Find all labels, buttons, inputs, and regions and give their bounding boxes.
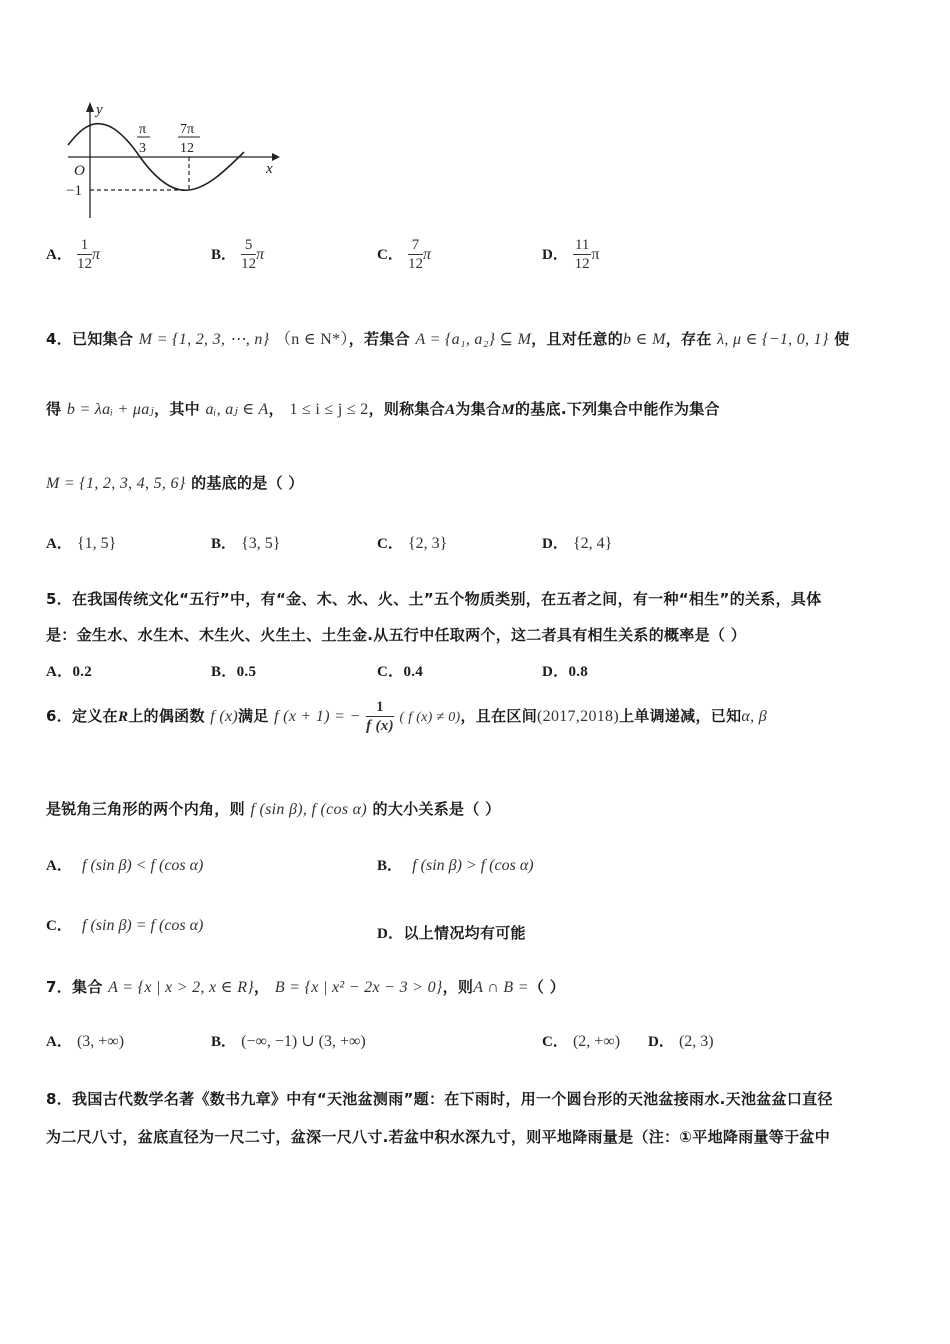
q6-line2: 是锐角三角形的两个内角，则 f (sin β), f (cos α) 的大小关系是（ ） — [46, 800, 501, 818]
q7-option-a: A． (3, +∞) — [46, 1033, 125, 1050]
q8-line1: 8．我国古代数学名著《数书九章》中有“天池盆测雨”题：在下雨时，用一个圆台形的天池盆接雨水.天池盆盆口直径 — [46, 1090, 833, 1108]
q3-option-b: B． $\frac{5}{12}$ π — [211, 237, 265, 272]
q5-option-c: C．0.4 — [377, 664, 424, 680]
q7-option-d: D． (2, 3) — [648, 1033, 714, 1050]
q5-line2: 是：金生水、水生木、木生火、火生土、土生金.从五行中任取两个，这二者具有相生关系的概率是（ ） — [46, 626, 747, 644]
origin-label: O — [74, 163, 85, 179]
q6-line1: 6．定义在R上的偶函数 f (x)满足 f (x + 1) = − $\frac{1}{f (x)}$ ( f (x) ≠ 0)，且在区间(2017,2018)上单调递减，已知α, β — [46, 699, 767, 734]
x-axis-arrow — [272, 153, 280, 161]
q7-line1: 7．集合 A = {x | x > 2, x ∈ R}， B = {x | x² − 2x − 3 > 0}，则A ∩ B =（ ） — [46, 978, 566, 996]
tick2-denominator: 12 — [180, 141, 194, 156]
fraction: $\frac{7}{12}$ — [407, 237, 423, 272]
fraction: $\frac{5}{12}$ — [241, 237, 257, 272]
q5-option-b: B．0.5 — [211, 664, 257, 680]
q3-option-d: D． $\frac{11}{12}$ π — [542, 237, 600, 272]
tick2-numerator: 7π — [180, 122, 195, 137]
q7-option-b: B． (−∞, −1) ∪ (3, +∞) — [211, 1033, 366, 1050]
q7-option-c: C． (2, +∞) — [542, 1033, 621, 1050]
q4-option-c: C． {2, 3} — [377, 535, 448, 552]
q4-option-b: B． {3, 5} — [211, 535, 281, 552]
q5-option-a: A．0.2 — [46, 664, 93, 680]
q4-option-a: A． {1, 5} — [46, 535, 117, 552]
q4-line3: M = {1, 2, 3, 4, 5, 6} 的基底的是（ ） — [46, 474, 304, 492]
q4-line1: 4．已知集合 M = {1, 2, 3, ⋯, n} （n ∈ N*），若集合 A = {a₁, a₂} ⊆ M，且对任意的b ∈ M，存在 λ, μ ∈ {−1, 0, 1} 使 — [46, 330, 850, 348]
q6-option-c: C． f (sin β) = f (cos α) — [46, 917, 204, 934]
fraction: $\frac{1}{12}$ — [76, 237, 92, 272]
q5-line1: 5．在我国传统文化“五行”中，有“金、木、水、火、土”五个物质类别，在五者之间，有一种“相生”的关系，具体 — [46, 590, 822, 608]
fraction: $\frac{11}{12}$ — [574, 237, 590, 272]
q6-option-a: A． f (sin β) < f (cos α) — [46, 857, 204, 874]
y-axis-label: y — [96, 102, 103, 118]
q4-line2: 得 b = λaᵢ + μaⱼ，其中 aᵢ, aⱼ ∈ A， 1 ≤ i ≤ j ≤ 2，则称集合A为集合M的基底.下列集合中能作为集合 — [46, 400, 720, 418]
q6-option-b: B． f (sin β) > f (cos α) — [377, 857, 534, 874]
q6-option-d: D．以上情况均有可能 — [377, 924, 526, 942]
neg-one-label: −1 — [66, 183, 82, 199]
tick1-numerator: π — [139, 122, 147, 137]
q3-option-a: A． $\frac{1}{12}$ π — [46, 237, 100, 272]
q3-option-c: C． $\frac{7}{12}$ π — [377, 237, 431, 272]
y-axis-arrow — [86, 102, 94, 112]
tick1-denominator: 3 — [139, 141, 146, 156]
sine-graph-figure — [46, 100, 286, 220]
q8-line2: 为二尺八寸，盆底直径为一尺二寸，盆深一尺八寸.若盆中积水深九寸，则平地降雨量是（注：①平地降雨量等于盆中 — [46, 1128, 831, 1146]
q5-option-d: D．0.8 — [542, 664, 589, 680]
x-axis-label: x — [266, 161, 273, 177]
fraction: $\frac{1}{f (x)}$ — [366, 699, 394, 734]
q4-option-d: D． {2, 4} — [542, 535, 613, 552]
